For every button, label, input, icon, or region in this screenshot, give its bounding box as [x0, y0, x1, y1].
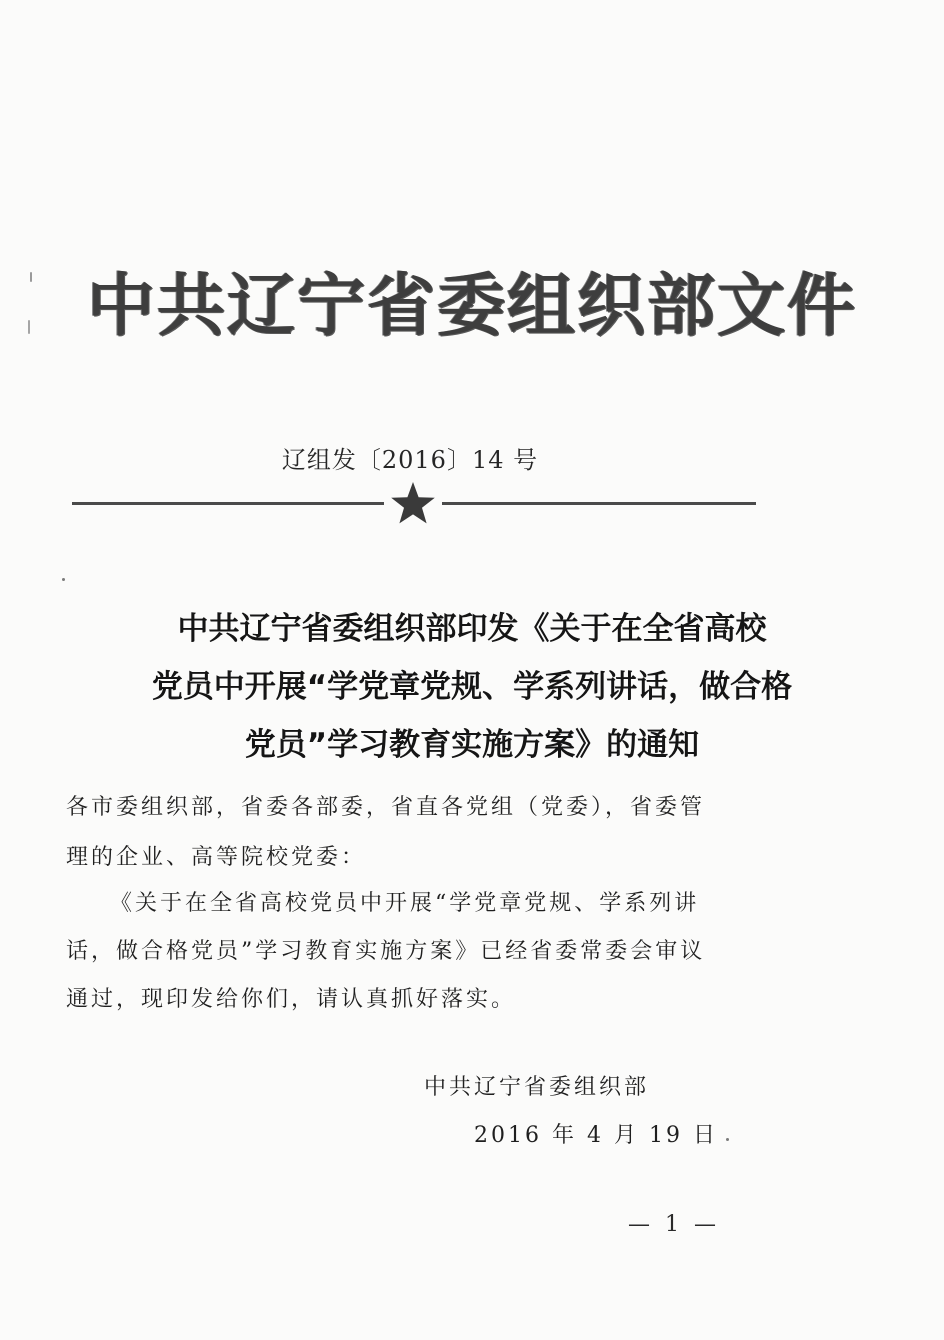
scan-speck — [28, 320, 30, 334]
scan-speck — [62, 578, 65, 581]
header-divider-left — [72, 502, 384, 505]
body-line-main-end: 通过，现印发给你们，请认真抓好落实。 — [66, 987, 517, 1012]
body-line-main-cont: 话，做合格党员”学习教育实施方案》已经省委常委会审议 — [66, 939, 706, 964]
body-line-main: 《关于在全省高校党员中开展“学党章党规、学系列讲 — [110, 891, 700, 916]
star-icon — [389, 480, 437, 526]
page-number: — 1 — — [628, 1212, 720, 1237]
body-line-recipients: 各市委组织部，省委各部委，省直各党组（党委），省委管 — [66, 795, 706, 820]
bleed-through-text — [300, 372, 330, 407]
notice-title-line: 中共辽宁省委组织部印发《关于在全省高校 — [177, 611, 767, 647]
document-header-title: 中共辽宁省委组织部文件 — [86, 267, 857, 346]
notice-title-line: 党员中开展“学党章党规、学系列讲话，做合格 — [151, 669, 793, 705]
notice-title-line: 党员”学习教育实施方案》的通知 — [244, 727, 700, 763]
scan-speck — [30, 272, 32, 282]
signature-org: 中共辽宁省委组织部 — [424, 1075, 650, 1100]
header-divider-right — [442, 502, 756, 505]
notice-title — [40, 600, 904, 774]
body-line-recipients-cont: 理的企业、高等院校党委： — [66, 845, 367, 870]
document-number: 辽组发〔2016〕14 号 — [281, 446, 539, 474]
signature-date: 2016 年 4 月 19 日 — [474, 1123, 718, 1148]
scan-speck — [726, 1138, 729, 1141]
